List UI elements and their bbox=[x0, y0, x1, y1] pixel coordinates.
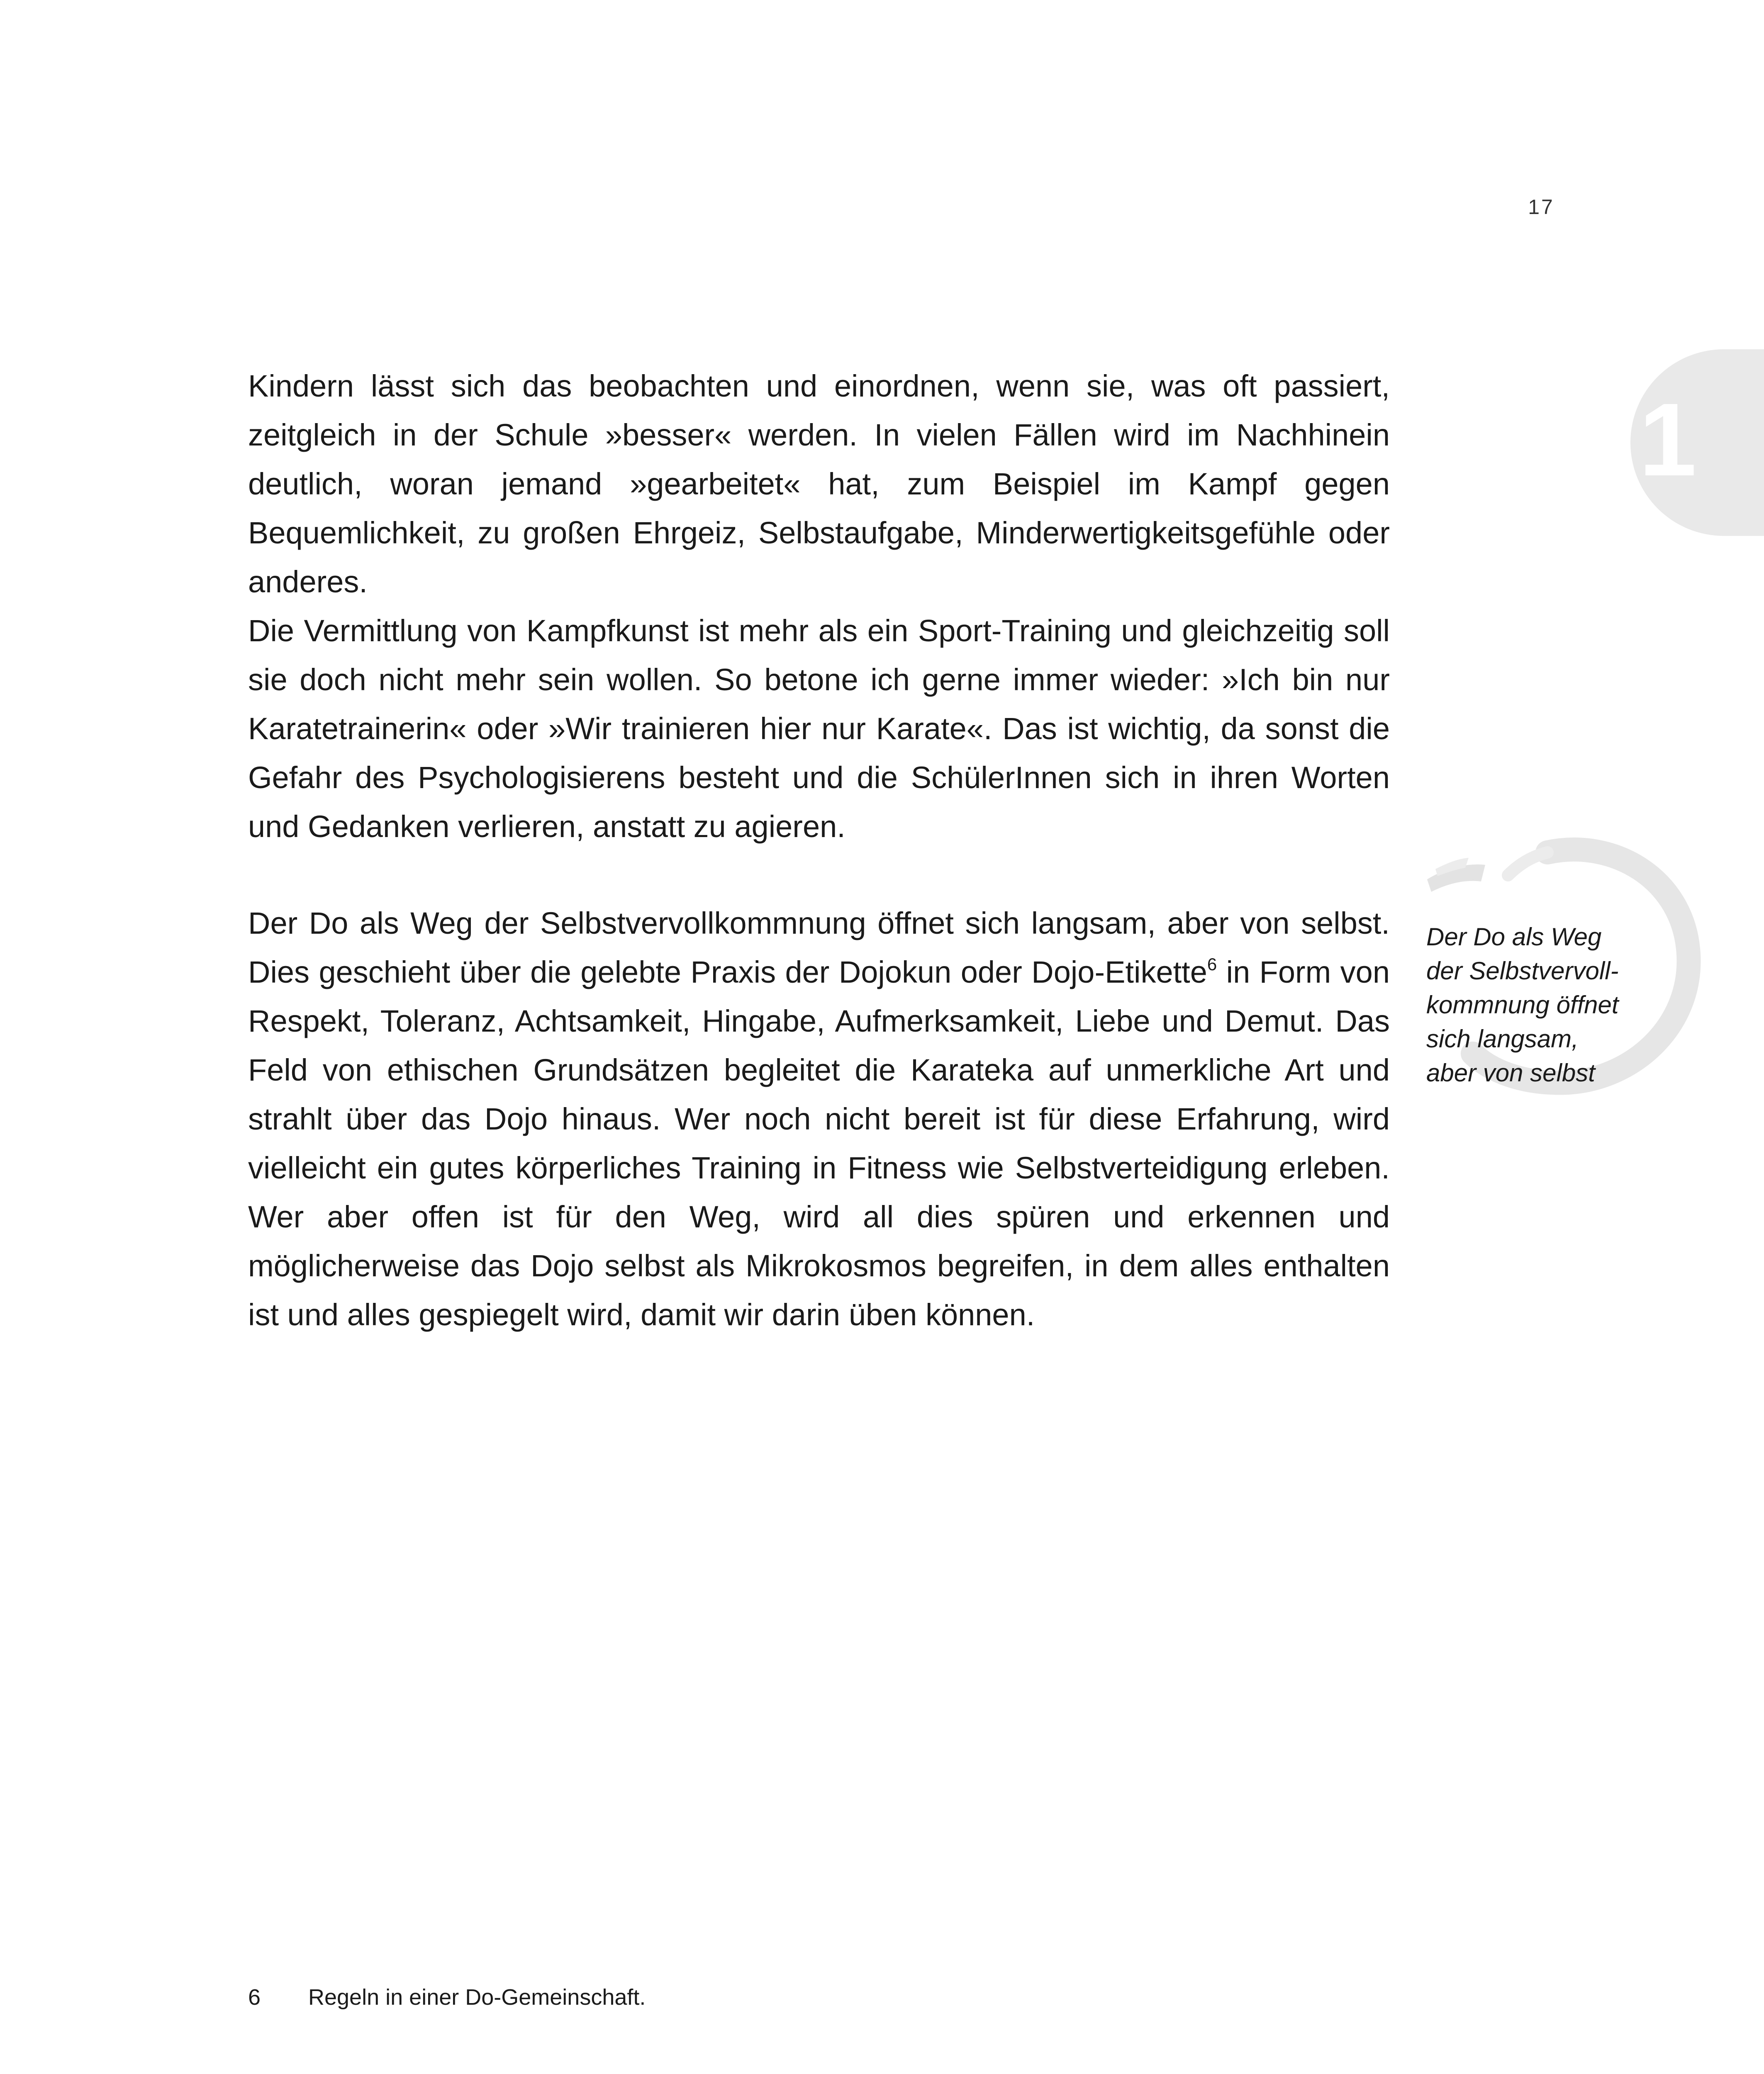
paragraph-1-continuation: Die Vermittlung von Kampfkunst ist mehr als ein Sport-Training und gleichzeitig soll sie doch nicht mehr sein wollen. So betone ich gerne immer wieder: »Ich bin nur Karatetrainerin« oder »Wir trainieren hier nur Karate«. Das ist wichtig, da sonst die Gefahr des Psychologisierens besteht und die SchülerInnen sich in ihren Worten und Gedanken verlieren, anstatt zu agieren. bbox=[248, 613, 1390, 844]
footnote-number: 6 bbox=[248, 1985, 261, 2010]
body-paragraph-1 bbox=[248, 362, 1390, 851]
margin-note-line: kommnung öffnet bbox=[1426, 991, 1619, 1019]
margin-note-line: sich langsam, bbox=[1426, 1025, 1579, 1053]
margin-note-line: aber von selbst bbox=[1426, 1059, 1595, 1087]
paragraph-2-text-start: Der Do als Weg der Selbstvervollkommnung öffnet sich langsam, aber von selbst. Dies geschieht über die gelebte Praxis der Dojokun oder Dojo-Etikette bbox=[248, 906, 1390, 989]
margin-note-line: Der Do als Weg bbox=[1426, 923, 1602, 951]
margin-note bbox=[1426, 920, 1659, 1090]
chapter-tab-number: 1 bbox=[1639, 382, 1697, 497]
paragraph-2-text-end: in Form von Respekt, Toleranz, Achtsamkeit, Hingabe, Aufmerksamkeit, Liebe und Demut. Das Feld von ethischen Grundsätzen begleitet die Karateka auf unmerkliche Art und strahlt über das Dojo hinaus. Wer noch nicht bereit ist für diese Erfahrung, wird vielleicht ein gutes körperliches Training in Fitness wie Selbstverteidigung erleben. Wer aber offen ist für den Weg, wird all dies spüren und erkennen und möglicherweise das Dojo selbst als Mikrokosmos begreifen, in dem alles enthalten ist und alles gespiegelt wird, damit wir darin üben können. bbox=[248, 955, 1390, 1332]
footnote-text: Regeln in einer Do-Gemeinschaft. bbox=[308, 1985, 646, 2010]
body-paragraph-2 bbox=[248, 899, 1390, 1339]
footnote-reference[interactable]: 6 bbox=[1207, 954, 1217, 974]
page-number: 17 bbox=[1528, 195, 1554, 219]
margin-note-line: der Selbstvervoll- bbox=[1426, 957, 1619, 985]
paragraph-1-text: Kindern lässt sich das beobachten und einordnen, wenn sie, was oft passiert, zeitgleich in der Schule »besser« werden. In vielen Fällen wird im Nachhinein deutlich, woran jemand »gearbeitet« hat, zum Beispiel im Kampf gegen Bequemlichkeit, zu großen Ehrgeiz, Selbstaufgabe, Minderwertigkeitsgefühle oder anderes. bbox=[248, 369, 1390, 599]
